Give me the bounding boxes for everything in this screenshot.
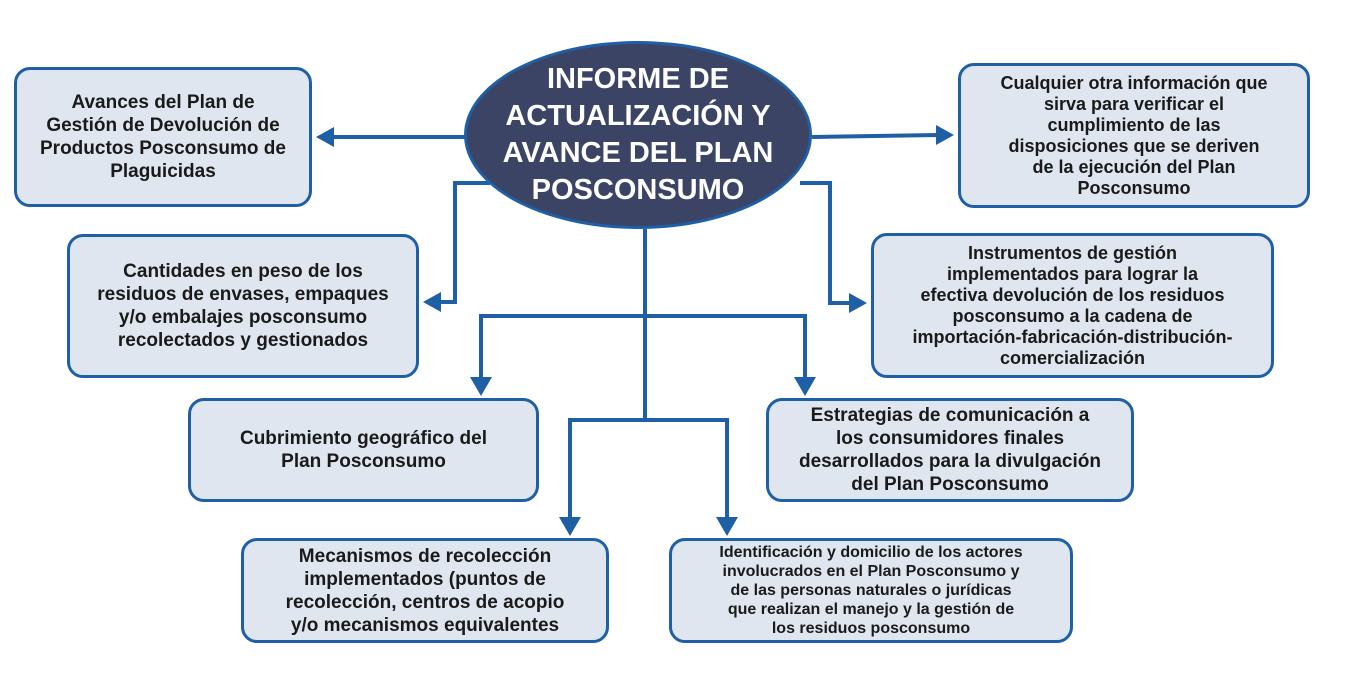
connector-otra-info (812, 135, 940, 137)
node-identificacion-actores: Identificación y domicilio de los actores involucrados en el Plan Posconsumo y de las personas naturales o jurídicas que realizan el manejo y la gestión de los residuos posconsumo (669, 538, 1073, 643)
connector-mecanismos-arrowhead (559, 517, 581, 536)
node-otra-informacion: Cualquier otra información que sirva para verificar el cumplimiento de las disposiciones que se deriven de la ejecución del Plan Posconsumo (958, 63, 1310, 208)
connector-cantidades-arrowhead (423, 292, 441, 312)
connector-cantidades (437, 183, 490, 302)
connector-instrumentos-arrowhead (849, 293, 867, 313)
node-mecanismos-recoleccion: Mecanismos de recolección implementados (puntos de recolección, centros de acopio y/o mecanismos equivalentes (241, 538, 609, 643)
connector-identificacion-arrowhead (716, 517, 738, 536)
connector-otra-info-arrowhead (936, 125, 954, 145)
connector-instrumentos (800, 183, 853, 303)
connector-estrategias-arrowhead (794, 377, 816, 396)
connector-avances-arrowhead (316, 127, 334, 147)
connector-identificacion (645, 420, 727, 520)
node-instrumentos-gestion: Instrumentos de gestión implementados para lograr la efectiva devolución de los residuos posconsumo a la cadena de importación-fabricación-distribución- comercialización (871, 233, 1274, 378)
node-cubrimiento-geografico: Cubrimiento geográfico del Plan Posconsumo (188, 398, 539, 502)
connector-estrategias (645, 316, 805, 380)
connector-cubrimiento-arrowhead (470, 377, 492, 396)
connector-cubrimiento (481, 229, 645, 380)
central-topic: INFORME DE ACTUALIZACIÓN Y AVANCE DEL PLAN POSCONSUMO (464, 41, 812, 229)
node-avances-plan: Avances del Plan de Gestión de Devolución de Productos Posconsumo de Plaguicidas (14, 67, 312, 207)
connector-mecanismos (570, 316, 645, 520)
node-estrategias-comunicacion: Estrategias de comunicación a los consumidores finales desarrollados para la divulgación del Plan Posconsumo (766, 398, 1134, 502)
node-cantidades-peso: Cantidades en peso de los residuos de envases, empaques y/o embalajes posconsumo recolectados y gestionados (67, 234, 419, 378)
